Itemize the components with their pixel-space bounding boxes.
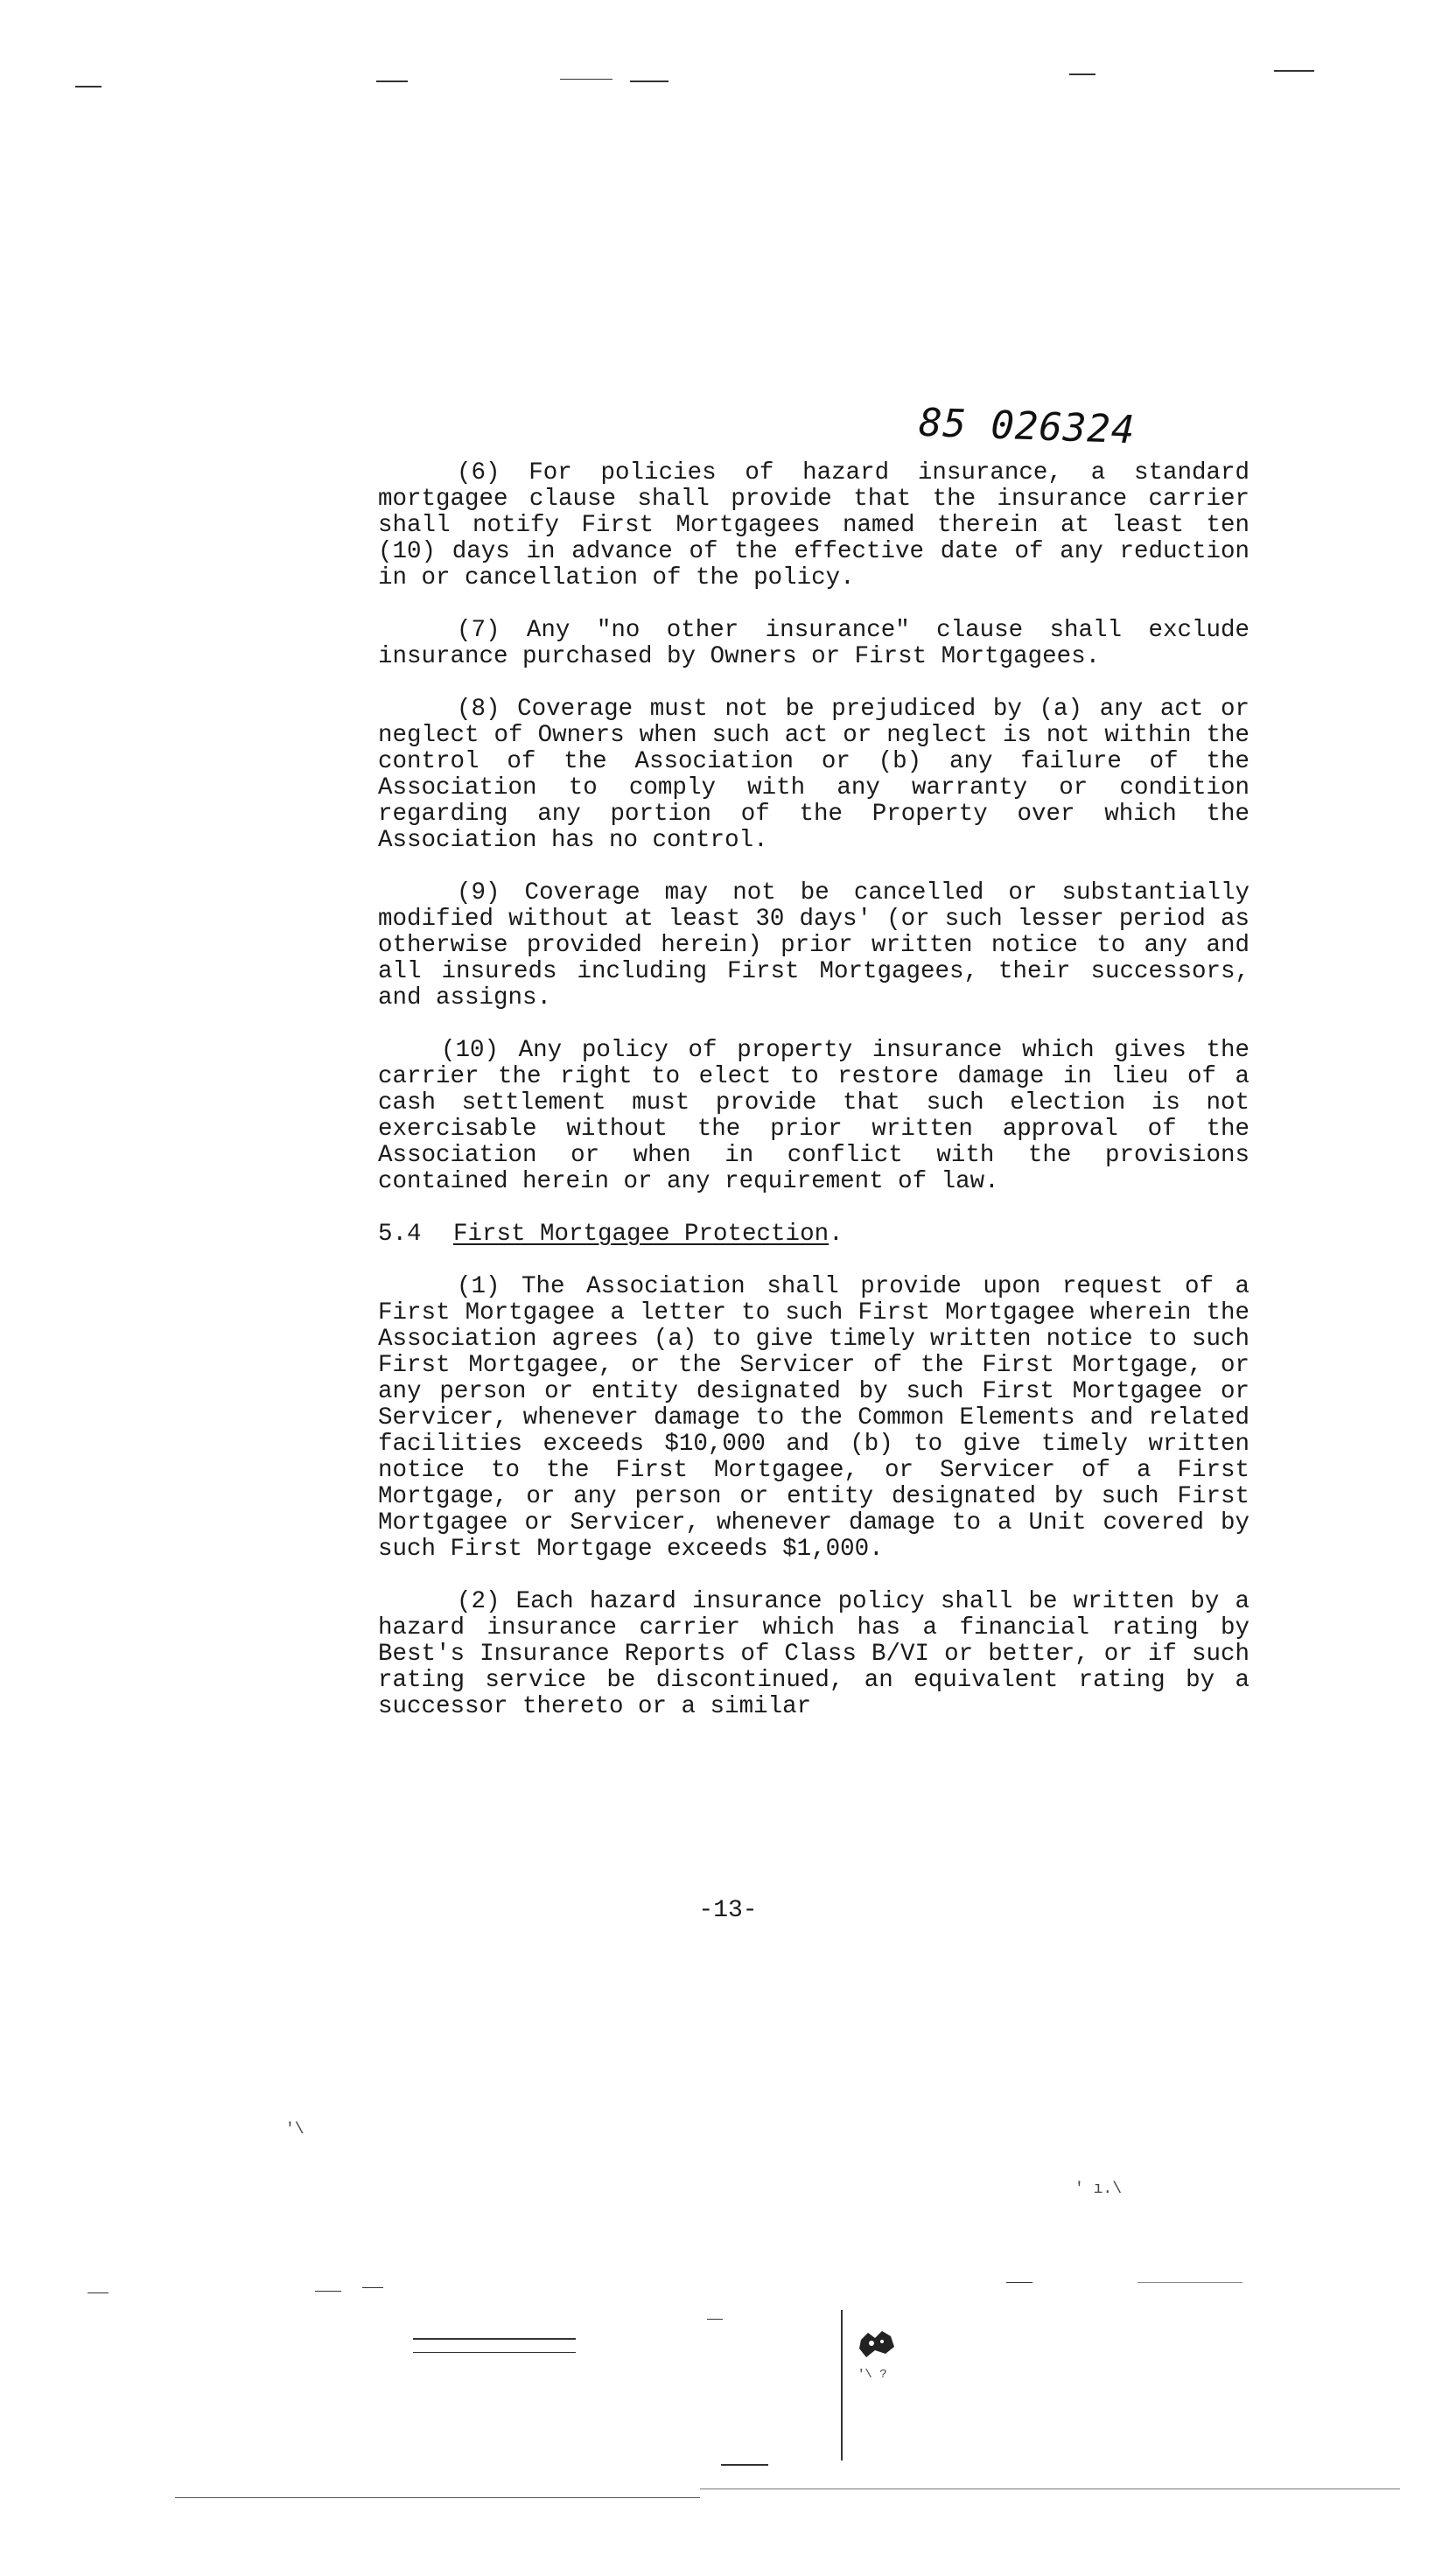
paragraph-10: (10) Any policy of property insurance which gives the carrier the right to elect to restore damage in lieu of a cash settlement must provide that such election is not exercisable without the prior written approval of the Association or when in conflict with the provisions contained herein or any requirement of law. bbox=[378, 1037, 1250, 1195]
document-body bbox=[378, 460, 1250, 1746]
paragraph-6: (6) For policies of hazard insurance, a standard mortgagee clause shall provide that the insurance carrier shall notify First Mortgagees named therein at least ten (10) days in advance of the effective date of any reduction in or cancellation of the policy. bbox=[378, 459, 1250, 592]
section-heading bbox=[378, 1222, 1250, 1248]
section-paragraph-1: (1) The Association shall provide upon request of a First Mortgagee a letter to such First Mortgagee wherein the Association agrees (a) to give timely written notice to such First Mortgagee, or the Servicer of the First Mortgage, or any person or entity designated by such First Mortgagee or Servicer, whenever damage to the Common Elements and related facilities exceeds $10,000 and (b) to give timely written notice to the First Mortgagee, or Servicer of a First Mortgage, or any person or entity designated by such First Mortgagee or Servicer, whenever damage to a Unit covered by such First Mortgage exceeds $1,000. bbox=[378, 1273, 1250, 1563]
scan-mark bbox=[376, 80, 408, 82]
scan-mark bbox=[75, 86, 102, 88]
scan-mark bbox=[1274, 70, 1314, 72]
section-title: First Mortgagee Protection bbox=[453, 1221, 830, 1248]
signature-line bbox=[413, 2338, 576, 2340]
scan-mark bbox=[1069, 74, 1096, 75]
scan-mark bbox=[1138, 2282, 1242, 2283]
section-paragraph-2: (2) Each hazard insurance policy shall be written by a hazard insurance carrier which has a financial rating by Best's Insurance Reports of Class B/VI or better, or if such rating service be discontinued, an equivalent rating by a successor thereto or a similar bbox=[378, 1588, 1250, 1720]
scan-bar bbox=[841, 2310, 843, 2460]
scan-speck: '\ bbox=[285, 2121, 304, 2138]
paragraph-7: (7) Any "no other insurance" clause shall exclude insurance purchased by Owners or First Mortgagees. bbox=[378, 617, 1250, 670]
scan-mark bbox=[721, 2464, 768, 2466]
scan-mark bbox=[1006, 2282, 1032, 2283]
scan-edge-line bbox=[700, 2488, 1400, 2489]
scan-mark bbox=[707, 2319, 723, 2320]
signature-line bbox=[413, 2352, 576, 2353]
scan-edge-line bbox=[175, 2497, 700, 2498]
paragraph-9: (9) Coverage may not be cancelled or substantially modified without at least 30 days' (or such lesser period as otherwise provided herein) prior written notice to any and all insureds including First Mortgagees, their successors, and assigns. bbox=[378, 879, 1250, 1012]
scan-mark bbox=[560, 79, 612, 80]
ink-blot bbox=[856, 2328, 898, 2362]
scan-speck: '\ ? bbox=[858, 2368, 887, 2382]
scan-speck: ' ı.\ bbox=[1074, 2180, 1123, 2198]
scan-mark bbox=[630, 80, 668, 82]
section-title-period: . bbox=[829, 1221, 844, 1248]
scan-mark bbox=[362, 2287, 383, 2288]
paragraph-8: (8) Coverage must not be prejudiced by (a) any act or neglect of Owners when such act or neglect is not within the control of the Association or (b) any failure of the Association to comply with any warranty or condition regarding any portion of the Property over which the Association has no control. bbox=[378, 696, 1250, 854]
scan-mark bbox=[315, 2291, 341, 2292]
document-number-stamp: 85 026324 bbox=[918, 400, 1137, 453]
scan-mark bbox=[88, 2292, 108, 2293]
section-number: 5.4 bbox=[378, 1221, 422, 1248]
page-number: -13- bbox=[698, 1897, 758, 1924]
